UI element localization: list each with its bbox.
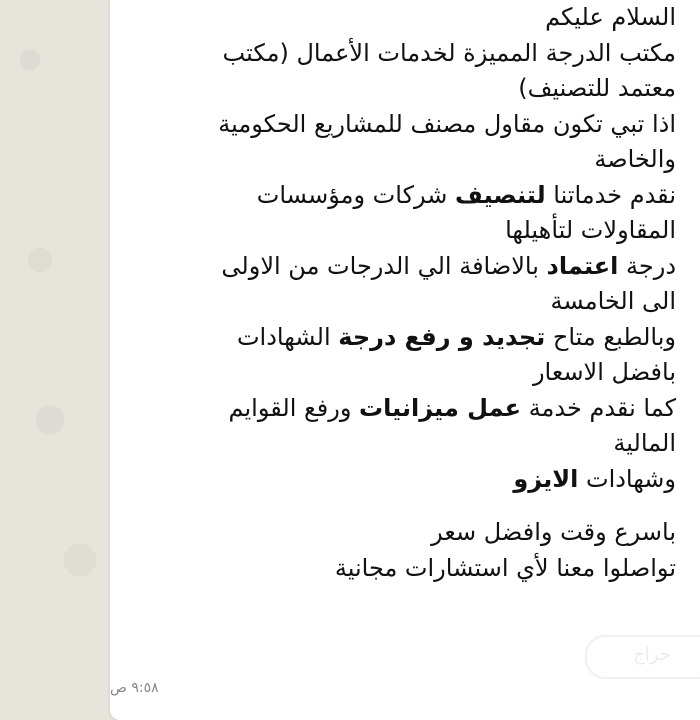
message-line: المالية	[613, 429, 676, 457]
message-line: باسرع وقت وافضل سعر	[431, 518, 676, 546]
message-line	[120, 178, 676, 214]
message-text-segment: كما نقدم خدمة	[521, 393, 676, 422]
message-text-segment: شركات ومؤسسات	[256, 180, 455, 209]
message-text-segment: الشهادات	[236, 322, 339, 351]
message-line: مكتب الدرجة المميزة لخدمات الأعمال (مكتب	[222, 38, 676, 67]
haraj-watermark-icon: حراج	[585, 635, 700, 679]
message-text-segment: ورفع القوايم	[228, 393, 360, 422]
bold-text: الايزو	[513, 464, 579, 493]
bold-text: عمل ميزانيات	[359, 393, 522, 422]
message-text-segment: وبالطبع متاح	[545, 322, 676, 351]
message-line	[120, 462, 676, 498]
message-line	[120, 391, 676, 427]
message-line	[120, 320, 676, 356]
message-bubble[interactable]	[110, 0, 700, 720]
message-line: المقاولات لتأهيلها	[505, 216, 676, 244]
message-line	[120, 249, 676, 285]
bold-text: اعتماد	[546, 251, 619, 280]
message-line: اذا تبي تكون مقاول مصنف للمشاريع الحكومية	[218, 109, 676, 138]
bold-text: تجديد و رفع درجة	[338, 322, 546, 351]
message-text-segment: نقدم خدماتنا	[545, 180, 676, 209]
message-text-segment: بالاضافة الي الدرجات من الاولى	[221, 251, 547, 280]
message-text	[120, 0, 676, 586]
message-line: الى الخامسة	[550, 287, 676, 315]
message-line: معتمد للتصنيف)	[518, 74, 676, 102]
message-line: والخاصة	[594, 145, 676, 173]
message-spacer	[120, 497, 676, 515]
message-text-segment: وشهادات	[578, 464, 676, 493]
message-timestamp: ٩:٥٨ ص	[110, 680, 159, 696]
message-line: السلام عليكم	[545, 3, 676, 31]
message-text-segment: درجة	[618, 251, 676, 280]
message-line: تواصلوا معنا لأي استشارات مجانية	[334, 553, 676, 582]
message-line: بافضل الاسعار	[532, 358, 676, 386]
bold-text: لتنصيف	[454, 180, 546, 209]
